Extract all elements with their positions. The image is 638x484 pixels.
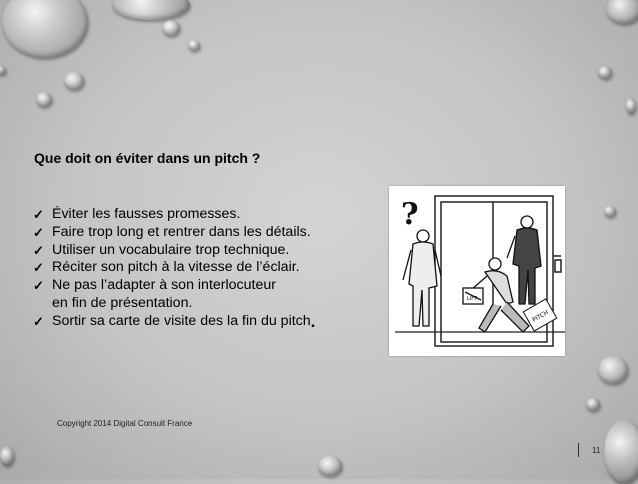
list-item bbox=[33, 206, 315, 224]
water-drop-decoration bbox=[36, 92, 52, 107]
water-drop-decoration bbox=[606, 0, 638, 24]
water-drop-decoration bbox=[586, 398, 600, 411]
checkmark-icon: ✓ bbox=[33, 207, 44, 222]
checkmark-icon: ✓ bbox=[33, 260, 44, 276]
water-drop-decoration bbox=[598, 356, 628, 384]
list-item-continuation bbox=[33, 295, 315, 313]
copyright-text: Copyright 2014 Digital Consult France bbox=[57, 419, 193, 428]
list-item bbox=[33, 277, 315, 295]
list-item bbox=[33, 224, 315, 242]
bullet-trailing-period: . bbox=[310, 311, 316, 331]
list-item bbox=[33, 242, 315, 260]
bullet-text: Faire trop long et rentrer dans les détails. bbox=[52, 223, 311, 240]
water-drop-decoration bbox=[162, 20, 180, 36]
bullet-text: Utiliser un vocabulaire trop technique. bbox=[52, 241, 290, 258]
water-drop-decoration bbox=[0, 446, 14, 466]
water-drop-decoration bbox=[598, 66, 612, 79]
bullet-continuation-text: en fin de présentation. bbox=[52, 294, 193, 311]
bullet-text: Ne pas l’adapter à son interlocuteur bbox=[52, 277, 276, 294]
list-item bbox=[33, 313, 315, 331]
water-drop-decoration bbox=[604, 206, 616, 217]
slide-title: Que doit on éviter dans un pitch ? bbox=[34, 150, 261, 166]
list-item bbox=[33, 259, 315, 277]
water-drop-decoration bbox=[188, 40, 200, 51]
elevator-pitch-cartoon-icon bbox=[389, 186, 565, 356]
checkmark-icon: ✓ bbox=[33, 278, 44, 294]
water-drop-decoration bbox=[0, 66, 6, 75]
water-drop-decoration bbox=[604, 420, 638, 484]
checkmark-icon: ✓ bbox=[33, 242, 44, 258]
question-mark-text: ? bbox=[401, 197, 419, 232]
bullet-text: Éviter les fausses promesses. bbox=[52, 206, 241, 222]
water-drop-decoration bbox=[112, 0, 190, 20]
checkmark-icon: ✓ bbox=[33, 313, 44, 329]
bullet-text: Sortir sa carte de visite des la fin du pitch bbox=[52, 312, 311, 329]
cartoon-briefcase-text: LIFT bbox=[467, 296, 478, 302]
water-drop-decoration bbox=[626, 98, 636, 114]
bullet-text: Réciter son pitch à la vitesse de l’éclair. bbox=[52, 259, 300, 276]
cartoon-sign-text: PITCH bbox=[531, 309, 550, 324]
water-drop-decoration bbox=[64, 72, 84, 90]
checkmark-icon: ✓ bbox=[33, 224, 44, 240]
page-number: 11 bbox=[592, 446, 601, 455]
page-number-separator bbox=[578, 443, 579, 457]
water-drop-decoration bbox=[318, 456, 342, 476]
water-drop-decoration bbox=[2, 0, 88, 58]
bullet-list bbox=[33, 206, 315, 331]
